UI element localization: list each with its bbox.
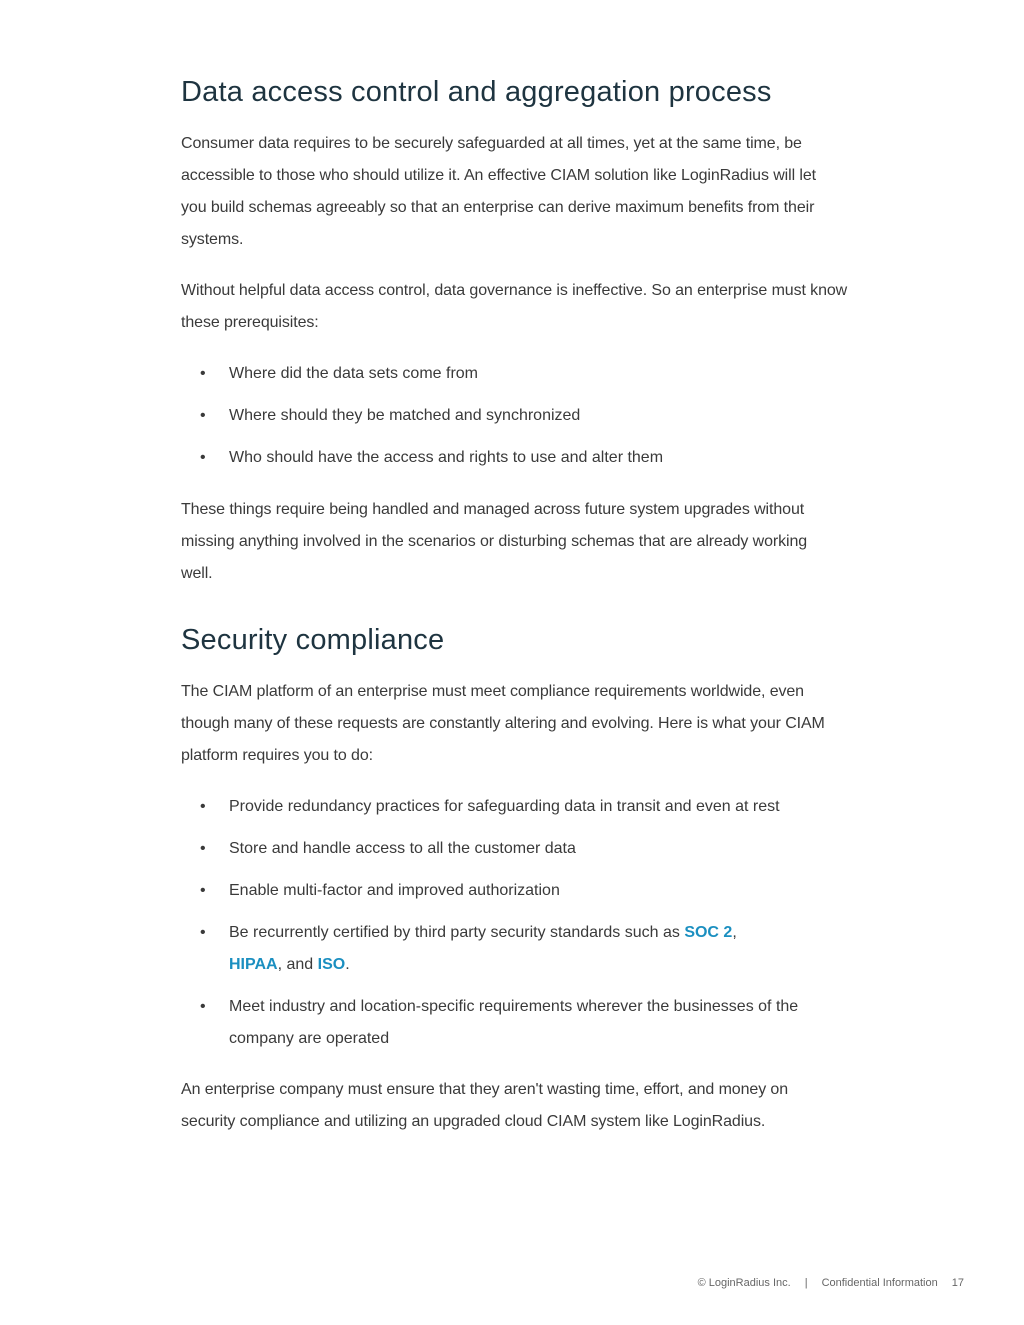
bullet-icon: • xyxy=(200,365,206,382)
copyright-text: © LoginRadius Inc. xyxy=(697,1277,791,1289)
list-item: • Provide redundancy practices for safeguarding data in transit and even at rest xyxy=(181,791,861,823)
bullet-icon: • xyxy=(200,407,206,424)
bullet-icon: • xyxy=(200,449,206,466)
bullet-icon: • xyxy=(200,882,206,899)
list-item: • Store and handle access to all the customer data xyxy=(181,833,861,865)
paragraph: Consumer data requires to be securely safeguarded at all times, yet at the same time, be accessible to those who should utilize it. An effective CIAM solution like LoginRadius will let you build schemas agreeably so that an enterprise can derive maximum benefits from their systems. xyxy=(181,135,816,248)
list-item: • Meet industry and location-specific requirements wherever the businesses of the company are operated xyxy=(181,991,849,1055)
paragraph: Without helpful data access control, data governance is ineffective. So an enterprise must know these prerequisites: xyxy=(181,282,848,331)
list-item: • Where did the data sets come from xyxy=(181,358,861,390)
confidential-label: Confidential Information xyxy=(821,1277,938,1289)
page-footer xyxy=(698,1277,964,1289)
paragraph: These things require being handled and managed across future system upgrades without missing anything involved in the scenarios or disturbing schemas that are already working well. xyxy=(181,501,808,582)
list-item: • Enable multi-factor and improved authorization xyxy=(181,875,861,907)
bullet-icon: • xyxy=(200,840,206,857)
soc2-link[interactable]: SOC 2 xyxy=(684,924,733,941)
bullet-icon: • xyxy=(200,924,206,941)
paragraph: The CIAM platform of an enterprise must meet compliance requirements worldwide, even though many of these requests are constantly altering and evolving. Here is what your CIAM platform requires you to do: xyxy=(181,683,825,764)
list-item: • Be recurrently certified by third party security standards such as SOC 2, HIPAA, and ISO. xyxy=(181,917,809,981)
list-item: • Where should they be matched and synchronized xyxy=(181,400,861,432)
page-number: 17 xyxy=(951,1277,964,1289)
bullet-list-prerequisites xyxy=(181,358,861,474)
section-heading-security-compliance: Security compliance xyxy=(181,624,445,656)
hipaa-link[interactable]: HIPAA xyxy=(229,956,278,973)
paragraph: An enterprise company must ensure that they aren't wasting time, effort, and money on security compliance and utilizing an upgraded cloud CIAM system like LoginRadius. xyxy=(181,1081,789,1130)
list-item: • Who should have the access and rights to use and alter them xyxy=(181,442,861,474)
bullet-list-compliance xyxy=(181,791,861,1055)
footer-separator: | xyxy=(804,1277,808,1289)
bullet-icon: • xyxy=(200,798,206,815)
section-heading-data-access: Data access control and aggregation process xyxy=(181,76,772,108)
bullet-icon: • xyxy=(200,998,206,1015)
iso-link[interactable]: ISO xyxy=(317,956,346,973)
